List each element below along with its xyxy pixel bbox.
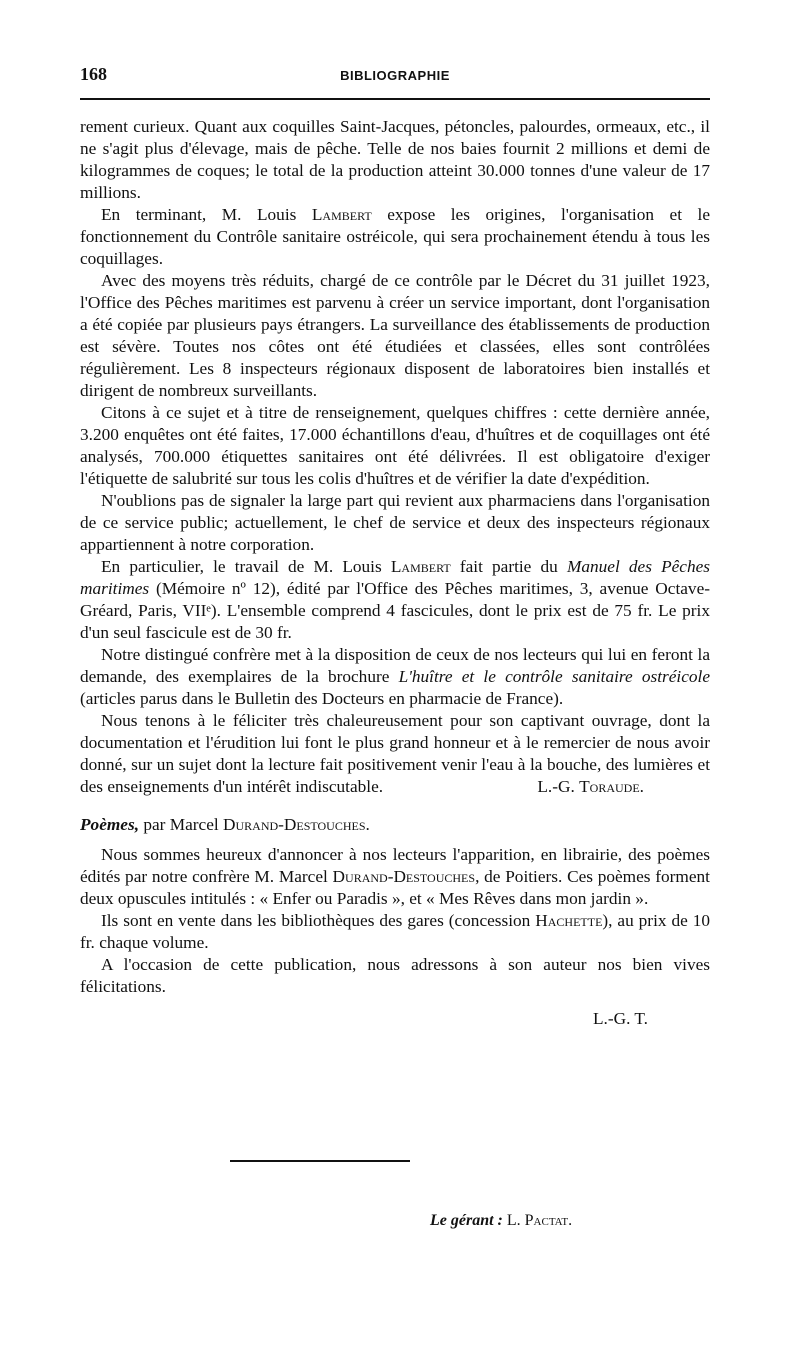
paragraph — [80, 910, 710, 954]
paragraph — [80, 556, 710, 644]
text-run: Nous sommes heureux d'annoncer à nos lecteurs l'apparition, en librairie, des poèmes édités par notre confrère M. Marcel — [80, 845, 710, 886]
paragraph: A l'occasion de cette publication, nous adressons à son auteur nos bien vives félicitations. — [80, 955, 710, 996]
paragraph — [80, 644, 710, 710]
gerant-initial: L. — [506, 1212, 521, 1229]
text-run: Notre distingué confrère met à la disposition de ceux de nos lecteurs qui lui en feront la demande, des exemplaires de la brochure — [80, 645, 710, 686]
text-run: expose les origines, l'organisation et le fonctionnement du Contrôle sanitaire ostréicole, qui sera prochainement étendu à tous les coquillages. — [80, 205, 710, 268]
text-run: (articles parus dans le Bulletin des Docteurs en pharmacie de France). — [80, 689, 564, 708]
text-run: ), au prix de 10 fr. chaque volume. — [80, 911, 710, 952]
paragraph — [80, 844, 710, 910]
review-title: Poèmes, — [80, 815, 140, 834]
book-title: Manuel des Pêches maritimes — [80, 557, 711, 598]
review-signature — [516, 776, 644, 798]
gerant-name: Pactat. — [524, 1212, 573, 1229]
text-run: , de Poitiers. Ces poèmes forment deux opuscules intitulés : « Enfer ou Paradis », et « Mes Rêves dans mon jardin ». — [80, 867, 710, 908]
closing-rule — [230, 1160, 410, 1162]
header-rule — [80, 98, 710, 100]
text-run: En particulier, le travail de M. Louis — [101, 557, 382, 576]
text-run: Ils sont en vente dans les bibliothèques des gares (concession — [101, 911, 531, 930]
text-run: En terminant, M. Louis — [101, 205, 297, 224]
paragraph — [80, 204, 710, 270]
author-name: Durand-Destouches. — [223, 815, 370, 834]
author-name: Durand-Destouches — [332, 867, 476, 886]
review-heading — [80, 814, 710, 836]
gerant-label: Le gérant : — [430, 1212, 503, 1229]
paragraph: Citons à ce sujet et à titre de renseignement, quelques chiffres : cette dernière année, 3.200 enquêtes ont été faites, 17.000 échantillons d'eau, d'huîtres et de coquillages ont été analysés, 700.000 étiquettes sanitaires ont été délivrées. Il est obligatoire d'exiger l'étiquette de salubrité sur tous les colis d'huîtres et de vérifier la date d'expédition. — [80, 403, 710, 488]
paragraph: Avec des moyens très réduits, chargé de ce contrôle par le Décret du 31 juillet 1923, l'Office des Pêches maritimes est parvenu à créer un service important, dont l'organisation a été copiée par plusieurs pays étrangers. La surveillance des établissements de production est sévère. Toutes nos côtes ont été étudiées et classées, elles sont contrôlées régulièrement. Les 8 inspecteurs régionaux disposent de laboratoires bien installés et dirigent de nombreux surveillants. — [80, 271, 710, 400]
publisher-name: Hachette — [535, 911, 603, 930]
paragraph — [80, 710, 710, 798]
gerant-line — [430, 1212, 572, 1230]
paragraph: N'oublions pas de signaler la large part qui revient aux pharmaciens dans l'organisation de ce service public; actuellement, le chef de service et deux des inspecteurs régionaux appartiennent à notre corporation. — [80, 491, 710, 554]
article-body — [80, 116, 710, 1030]
paragraph: rement curieux. Quant aux coquilles Saint-Jacques, pétoncles, palourdes, ormeaux, etc., il ne s'agit plus d'élevage, mais de pêche. Telle de nos baies fournit 2 millions et demi de kilogrammes de coques; le total de la production atteint 30.000 tonnes d'une valeur de 17 millions. — [80, 117, 710, 202]
running-title: BIBLIOGRAPHIE — [340, 68, 450, 83]
brochure-title: L'huître et le contrôle sanitaire ostréicole — [398, 667, 710, 686]
text-run: fait partie du — [459, 557, 558, 576]
page-number: 168 — [80, 64, 107, 84]
page-header — [80, 64, 710, 88]
author-name: Lambert — [311, 205, 372, 224]
text-run: (Mémoire nº 12), édité par l'Office des Pêches maritimes, 3, avenue Octave-Gréard, Paris, VIIᵉ). L'ensemble comprend 4 fascicules, dont le prix est de 75 fr. Le prix d'un seul fascicule est de 30 fr. — [80, 579, 710, 642]
review-signature: L.-G. T. — [592, 1009, 648, 1028]
signature-initials: L.-G. — [537, 777, 575, 796]
signature-name: Toraude. — [579, 777, 644, 796]
text-run: Nous tenons à le féliciter très chaleureusement pour son captivant ouvrage, dont la documentation et l'érudition lui font le plus grand honneur et à le remercier de nous avoir donné, sur un sujet dont la lecture fait positivement venir l'eau à la bouche, des lumières et des enseignements d'un intérêt indiscutable. — [80, 711, 710, 796]
author-name: Lambert — [390, 557, 451, 576]
text-run: par Marcel — [143, 815, 219, 834]
